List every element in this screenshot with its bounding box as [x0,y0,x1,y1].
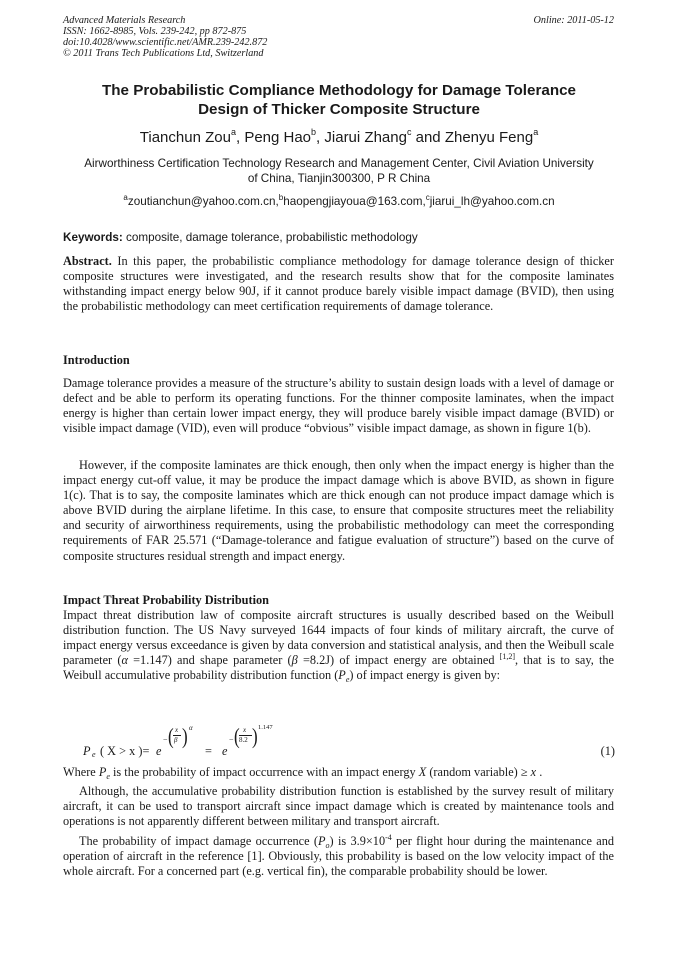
eq-exp2-den: 8.2 [239,736,248,744]
journal-name: Advanced Materials Research [63,15,186,26]
email-mark: a [123,193,128,202]
where-x-lower: x [530,765,537,779]
email-address[interactable]: zoutianchun@yahoo.com.cn [127,195,276,208]
author-mark: a [533,127,539,137]
eq-base-e: e [156,744,162,758]
email-address[interactable]: haopengjiayoua@163.com [283,195,423,208]
journal-header [63,15,267,59]
author-mark: a [230,127,236,137]
eq-exp1-num: x [175,726,179,734]
impact-heading: Impact Threat Probability Distribution [63,593,269,607]
keywords-text: composite, damage tolerance, probabilistic methodology [122,231,418,244]
impact-text-c: ) of impact energy is given by: [349,668,501,683]
eq-exp2-rparen: ) [252,724,258,749]
po-subscript: o [325,841,330,850]
abstract-label: Abstract. [63,254,112,268]
author-list [63,129,615,147]
prob-text-c: per flight hour during the maintenance and operation of aircraft in the reference [1]. Obviously, this probability is based on the low velocity impact of the whole aircraft. For a concerned part (e.g. vertical fin), the comparable probability should be lower. [63,834,614,879]
affiliation-line-1: Airworthiness Certification Technology Research and Management Center, Civil Aviation University [84,157,594,170]
affiliation-line-2: of China, Tianjin300300, P R China [247,172,431,185]
email-sep: , [422,195,426,208]
prob-exponent: -4 [385,833,392,842]
beta-value: =8.2J) of impact energy are obtained [297,653,500,668]
where-p-subscript: e [106,772,110,781]
eq-base-e-2: e [222,744,228,758]
abstract [63,254,614,314]
author-name: Tianchun Zou [139,129,231,146]
author-sep: , [235,129,245,146]
eq-exp2-pow: 1.147 [258,724,273,731]
pe-symbol: P [338,668,346,683]
po-symbol: P [318,834,326,848]
alpha-symbol: α [121,653,128,668]
alpha-value: =1.147) and shape parameter ( [127,653,292,668]
affiliation [63,156,615,186]
where-p-symbol: P [98,765,107,779]
eq-exp1-minus: − [163,735,168,744]
intro-paragraph-2: However, if the composite laminates are thick enough, then only when the impact energy is higher than the impact energy cut-off value, it may be produce the impact damage which is above BVID, as shown in figure 1(c). That is to say, the composite laminates which are thick enough can not produce impact damage which is above BVID during the airplane lifetime. In this case, to ensure that composite structures meet the reliability and security of airworthiness requirements, using the probabilistic methodology can meet the corresponding requirements of FAR 25.571 (“Damage-tolerance and fatigue evaluation of structure”) based on the curve of composite structures residual strength and impact energy. [63,458,614,563]
where-x-upper: X [418,765,427,779]
intro-paragraph-1: Damage tolerance provides a measure of the structure’s ability to sustain design loads with a level of damage or defect and be able to perform its operating functions. For the thinner composite laminates, when the impact energy is higher than certain lower impact energy, they will produce barely visible impact damage (BVID) or visible impact damage (VID), even will produce “obvious” visible impact damage, as shown in figure 1(b). [63,376,614,436]
eq-lhs-rest: ( X > x )= [100,744,150,758]
author-name: Peng Hao [244,129,312,146]
title-line-1: The Probabilistic Compliance Methodology for Damage Tolerance [102,82,576,99]
eq-lhs-p: P [83,744,91,758]
issn-line: ISSN: 1662-8985, Vols. 239-242, pp 872-875 [63,26,247,37]
online-date: Online: 2011-05-12 [533,15,614,26]
email-sep: , [275,195,279,208]
equation-1 [83,724,615,764]
eq-exp1-den: β [174,736,178,744]
where-text-c: (random variable) ≥ [426,765,531,779]
prob-text-b: ) is 3.9×10 [329,834,386,848]
where-text-a: Where [63,765,99,779]
author-mark: b [311,127,317,137]
keywords-label: Keywords: [63,231,123,244]
author-mark: c [406,127,412,137]
keywords [63,231,418,244]
equation-number: (1) [600,744,615,758]
impact-paragraph [63,608,614,683]
where-line [63,765,614,780]
email-mark: c [425,193,430,202]
where-text-b: is the probability of impact occurrence with an impact energy [109,765,419,779]
email-address[interactable]: jiarui_lh@yahoo.com.cn [429,195,555,208]
author-name: Zhenyu Feng [444,129,534,146]
eq-exp2-num: x [243,726,247,734]
eq-exp1-lparen: ( [168,724,174,749]
title-line-2: Design of Thicker Composite Structure [198,101,480,118]
where-text-d: . [536,765,543,779]
author-sep: and [411,129,445,146]
doi-line: doi:10.4028/www.scientific.net/AMR.239-242.872 [63,37,268,48]
author-name: Jiarui Zhang [324,129,407,146]
intro-heading: Introduction [63,353,130,367]
abstract-text: In this paper, the probabilistic compliance methodology for damage tolerance design of thicker composite structures were investigated, and the research results show that for the composite laminates withstanding impact energy below 90J, if it cannot produce barely visible impact damage (BVID), then using the probabilistic methodology can meet certification requirements of damage tolerance. [63,254,614,314]
citation-ref: [1,2] [499,652,515,662]
probability-paragraph [63,834,614,879]
impact-text-b: , that is to say, the Weibull accumulative probability distribution function ( [63,653,614,683]
eq-exp2-minus: − [229,735,234,744]
pe-subscript: e [345,675,350,685]
prob-text-a: The probability of impact damage occurrence ( [79,834,319,848]
impact-text-a: Impact threat distribution law of composite aircraft structures is usually described based on the Weibull distribution function. The US Navy surveyed 1644 impacts of four kinds of military aircraft, the curve of impact energy versus exceedance is given by data conversion and statistical analysis, and then the Weibull scale parameter ( [63,608,614,668]
eq-equals: = [205,744,212,758]
copyright-line: © 2011 Trans Tech Publications Ltd, Switzerland [63,48,264,59]
eq-exp2-lparen: ( [234,724,240,749]
author-sep: , [316,129,325,146]
eq-exp1-rparen: ) [182,724,188,749]
although-paragraph: Although, the accumulative probability distribution function is established by the survey result of military aircraft, it can be used to transport aircraft since impact damage which is created by maintenance tools and operations is not apparently different between military and transport aircraft. [63,784,614,829]
paper-title [63,81,615,119]
email-list [63,194,615,209]
eq-lhs-sub: e [92,750,96,759]
eq-exp1-pow: α [189,724,193,732]
beta-symbol: β [291,653,298,668]
email-mark: b [278,193,284,202]
